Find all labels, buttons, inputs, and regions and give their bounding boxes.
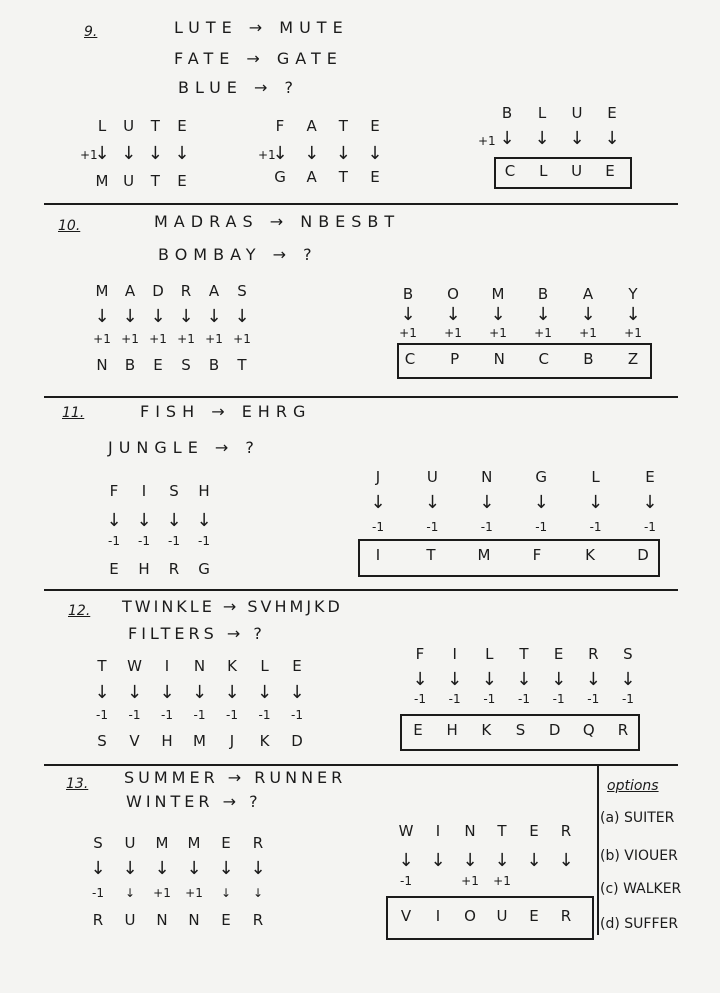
down-arrow-icon: ↓ <box>620 669 636 690</box>
down-arrow-icon: ↓ <box>335 143 351 164</box>
down-arrow-icon: ↓ <box>122 858 138 879</box>
down-arrow-icon: ↓ <box>534 128 550 149</box>
q12-ex-shift: -1 -1 -1 -1 -1 -1 -1 <box>96 708 303 722</box>
down-arrow-icon: ↓ <box>516 669 532 690</box>
down-arrow-icon: ↓ <box>625 304 641 325</box>
q9-line1: LUTE → MUTE <box>174 18 349 37</box>
q11-solve-top: J U N G L E <box>375 468 655 486</box>
down-arrow-icon: ↓ <box>94 306 110 327</box>
q9-ex1-arrows <box>92 143 192 164</box>
down-arrow-icon: ↓ <box>256 682 273 703</box>
q13-ex-shift: -1 ↓ +1 +1 ↓ ↓ <box>92 886 264 900</box>
down-arrow-icon: ↓ <box>445 304 461 325</box>
q10-line2: BOMBAY → ? <box>158 245 318 264</box>
down-arrow-icon: ↓ <box>150 306 166 327</box>
down-arrow-icon: ↓ <box>526 850 542 871</box>
down-arrow-icon: ↓ <box>533 492 549 513</box>
q9-line2: FATE → GATE <box>174 49 343 68</box>
option-c: (c) WALKER <box>600 881 682 897</box>
down-arrow-icon: ↓ <box>250 858 266 879</box>
q10-ex-bottom: N B E S B T <box>96 356 247 374</box>
down-arrow-icon: ↓ <box>90 858 106 879</box>
down-arrow-icon: ↓ <box>147 143 163 164</box>
q9-ex1-shift: +1 <box>80 148 98 162</box>
q11-solve-arrows <box>368 492 660 513</box>
q11-ex-bottom: E H R G <box>109 560 210 578</box>
q13-ex-arrows <box>88 858 268 879</box>
q12-solve-top: F I L T E R S <box>415 645 633 663</box>
q9-solve-shift: +1 <box>478 134 496 148</box>
q13-line1: SUMMER → RUNNER <box>124 768 347 787</box>
down-arrow-icon: ↓ <box>558 850 574 871</box>
down-arrow-icon: ↓ <box>224 682 240 703</box>
down-arrow-icon: ↓ <box>430 850 446 871</box>
down-arrow-icon: ↓ <box>106 510 122 531</box>
down-arrow-icon: ↓ <box>585 669 601 690</box>
down-arrow-icon: ↓ <box>642 492 658 513</box>
q9-line3: BLUE → ? <box>178 78 299 97</box>
q9-number: 9. <box>84 24 98 40</box>
down-arrow-icon: ↓ <box>174 143 190 164</box>
down-arrow-icon: ↓ <box>499 128 515 149</box>
down-arrow-icon: ↓ <box>412 669 428 690</box>
q10-solve-top: B O M B A Y <box>402 285 638 303</box>
q10-ex-arrows <box>92 306 252 327</box>
down-arrow-icon: ↓ <box>588 492 604 513</box>
option-d: (d) SUFFER <box>600 916 679 932</box>
down-arrow-icon: ↓ <box>206 306 222 327</box>
q13-number: 13. <box>66 776 89 792</box>
q11-line2: JUNGLE → ? <box>108 438 260 457</box>
down-arrow-icon: ↓ <box>126 682 143 703</box>
down-arrow-icon: ↓ <box>218 858 234 879</box>
q11-ex-arrows <box>104 510 214 531</box>
q13-answer: V I O U E R <box>400 907 572 925</box>
q9-ex2-bottom: G A T E <box>274 168 380 186</box>
down-arrow-icon: ↓ <box>196 510 212 531</box>
q13-solve-shift: -1 +1 +1 <box>400 874 511 888</box>
q9-solve-top: B L U E <box>501 104 617 122</box>
down-arrow-icon: ↓ <box>154 858 170 879</box>
q13-solve-top: W I N T E R <box>398 822 572 840</box>
q10-answer: C P N C B Z <box>404 350 639 368</box>
down-arrow-icon: ↓ <box>424 492 440 513</box>
down-arrow-icon: ↓ <box>94 143 110 164</box>
q12-number: 12. <box>68 603 91 619</box>
q9-ex2-top: F A T E <box>275 117 380 135</box>
down-arrow-icon: ↓ <box>580 304 596 325</box>
down-arrow-icon: ↓ <box>178 306 194 327</box>
q13-ex-bottom: R U N N E R <box>92 911 264 929</box>
q13-line2: WINTER → ? <box>126 792 262 811</box>
q10-solve-arrows <box>398 304 643 325</box>
q9-ex1-top: L U T E <box>97 117 187 135</box>
q12-ex-arrows <box>92 682 307 703</box>
q11-ex-shift: -1 -1 -1 -1 <box>108 534 210 548</box>
q12-line2: FILTERS → ? <box>128 624 266 643</box>
down-arrow-icon: ↓ <box>569 128 585 149</box>
down-arrow-icon: ↓ <box>400 304 416 325</box>
down-arrow-icon: ↓ <box>166 510 182 531</box>
down-arrow-icon: ↓ <box>535 304 551 325</box>
q9-answer: C L U E <box>504 162 615 180</box>
down-arrow-icon: ↓ <box>494 850 510 871</box>
down-arrow-icon: ↓ <box>604 128 620 149</box>
q9-solve-arrows <box>497 128 622 149</box>
down-arrow-icon: ↓ <box>136 510 152 531</box>
down-arrow-icon: ↓ <box>462 850 478 871</box>
q11-ex-top: F I S H <box>109 482 210 500</box>
q10-line1: MADRAS → NBESBT <box>154 212 401 231</box>
divider <box>44 589 678 591</box>
down-arrow-icon: ↓ <box>121 143 137 164</box>
q10-solve-shift: +1 +1 +1 +1 +1 +1 <box>399 326 642 340</box>
q9-ex2-shift: +1 <box>258 148 276 162</box>
down-arrow-icon: ↓ <box>447 669 463 690</box>
down-arrow-icon: ↓ <box>490 304 506 325</box>
divider <box>44 396 678 398</box>
q13-solve-arrows <box>396 850 576 871</box>
q9-ex2-arrows <box>270 143 385 164</box>
down-arrow-icon: ↓ <box>234 306 250 327</box>
down-arrow-icon: ↓ <box>94 682 110 703</box>
down-arrow-icon: ↓ <box>398 850 414 871</box>
down-arrow-icon: ↓ <box>367 143 383 164</box>
q12-line1: TWINKLE → SVHMJKD <box>122 597 343 616</box>
down-arrow-icon: ↓ <box>186 858 202 879</box>
q10-number: 10. <box>58 218 81 234</box>
q10-ex-shift: +1 +1 +1 +1 +1 +1 <box>93 332 251 346</box>
q12-answer: E H K S D Q R <box>413 721 629 739</box>
down-arrow-icon: ↓ <box>479 492 495 513</box>
down-arrow-icon: ↓ <box>304 143 320 164</box>
down-arrow-icon: ↓ <box>159 682 175 703</box>
q12-ex-top: T W I N K L E <box>97 657 302 675</box>
q13-ex-top: S U M M E R <box>93 834 264 852</box>
down-arrow-icon: ↓ <box>191 682 208 703</box>
options-divider <box>597 765 599 935</box>
down-arrow-icon: ↓ <box>481 669 497 690</box>
q11-answer: I T M F K D <box>375 546 649 564</box>
q11-line1: FISH → EHRG <box>140 402 312 421</box>
q10-ex-top: M A D R A S <box>95 282 247 300</box>
down-arrow-icon: ↓ <box>289 682 305 703</box>
down-arrow-icon: ↓ <box>122 306 138 327</box>
q11-number: 11. <box>62 405 85 421</box>
down-arrow-icon: ↓ <box>551 669 567 690</box>
q12-solve-shift: -1 -1 -1 -1 -1 -1 -1 <box>414 692 634 706</box>
divider <box>44 764 678 766</box>
down-arrow-icon: ↓ <box>370 492 386 513</box>
down-arrow-icon: ↓ <box>272 143 288 164</box>
q9-ex1-bottom: M U T E <box>95 172 187 190</box>
q12-ex-bottom: S V H M J K D <box>97 732 303 750</box>
q12-solve-arrows <box>410 669 638 690</box>
divider <box>44 203 678 205</box>
q11-solve-shift: -1 -1 -1 -1 -1 -1 <box>372 520 656 534</box>
option-b: (b) VIOUER <box>600 848 678 864</box>
option-a: (a) SUITER <box>600 810 675 826</box>
options-title: options <box>607 778 659 794</box>
